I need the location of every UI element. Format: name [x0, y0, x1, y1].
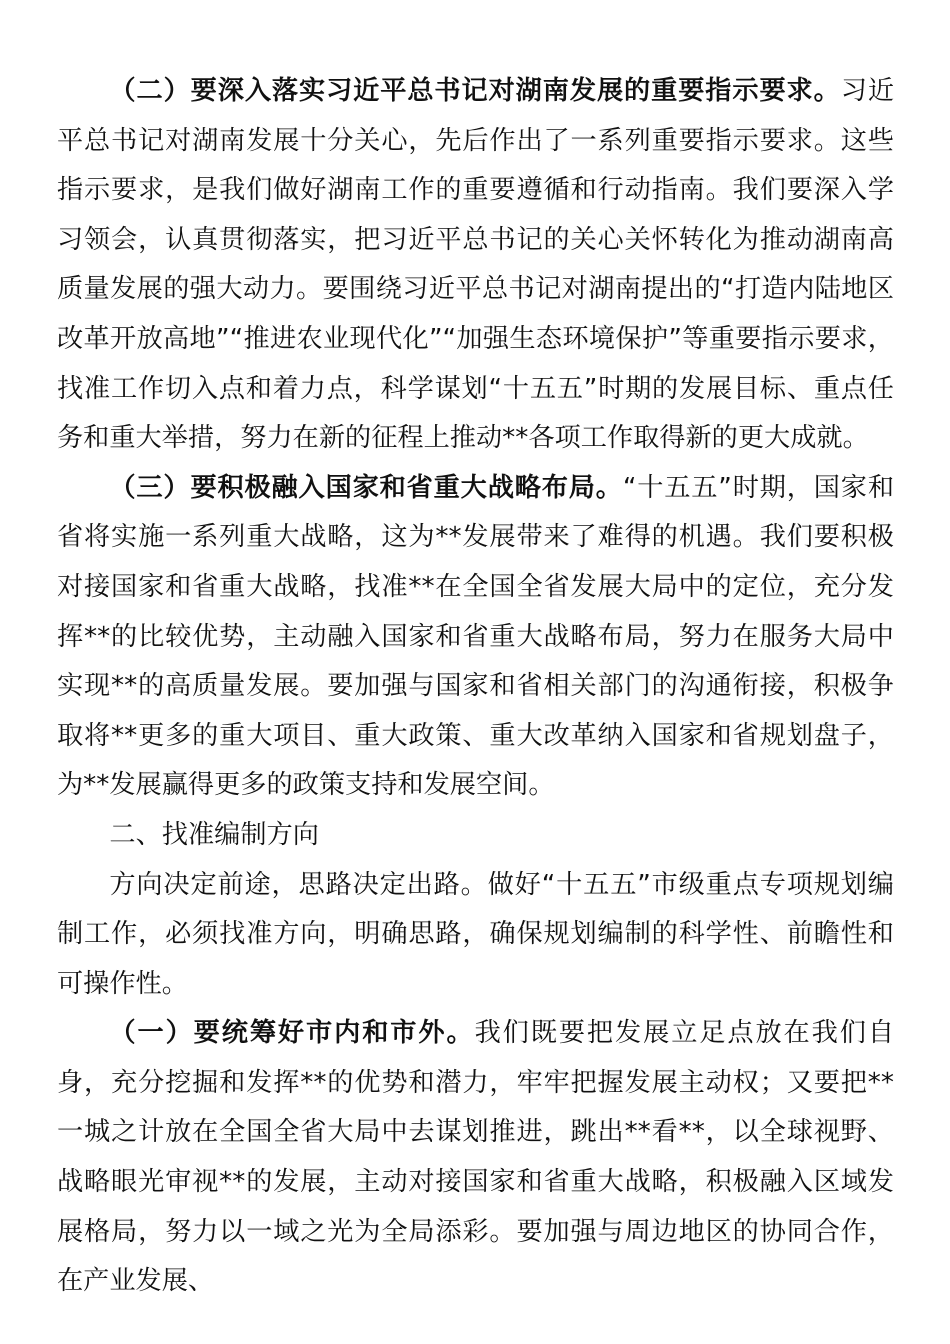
paragraph-lead: （一）要统筹好市内和市外。 — [109, 1018, 475, 1049]
paragraph-body: 习近平总书记对湖南发展十分关心，先后作出了一系列重要指示要求。这些指示要求，是我们做好湖南工作的重要遵循和行动指南。我们要深入学习领会，认真贯彻落实，把习近平总书记的关心关怀转化为推动湖南高质量发展的强大动力。要围绕习近平总书记对湖南提出的“打造内陆地区改革开放高地”“推进农业现代化”“加强生态环境保护”等重要指示要求，找准工作切入点和着力点，科学谋划“十五五”时期的发展目标、重点任务和重大举措，努力在新的征程上推动**各项工作取得新的更大成就。 — [57, 76, 895, 454]
paragraph-body: “十五五”时期，国家和省将实施一系列重大战略，这为**发展带来了难得的机遇。我们要积极对接国家和省重大战略，找准**在全国全省发展大局中的定位，充分发挥**的比较优势，主动融入国家和省重大战略布局，努力在服务大局中实现**的高质量发展。要加强与国家和省相关部门的沟通衔接，积极争取将**更多的重大项目、重大政策、重大改革纳入国家和省规划盘子，为**发展赢得更多的政策支持和发展空间。 — [57, 472, 894, 801]
paragraph-lead: （二）要深入落实习近平总书记对湖南发展的重要指示要求。 — [109, 76, 841, 106]
paragraph-body: 方向决定前途，思路决定出路。做好“十五五”市级重点专项规划编制工作，必须找准方向，明确思路，确保规划编制的科学性、前瞻性和可操作性。 — [57, 869, 894, 999]
paragraph-direction — [57, 861, 894, 1010]
paragraph-instruction-requirements — [57, 67, 894, 464]
paragraph-body: 我们既要把发展立足点放在我们自身，充分挖掘和发挥**的优势和潜力，牢牢把握发展主动权；又要把**一城之计放在全国全省大局中去谋划推进，跳出**看**，以全球视野、战略眼光审视**的发展，主动对接国家和省重大战略，积极融入区域发展格局，努力以一域之光为全局添彩。要加强与周边地区的协同合作，在产业发展、 — [57, 1018, 895, 1297]
paragraph-lead: （三）要积极融入国家和省重大战略布局。 — [109, 472, 623, 503]
paragraph-inside-outside — [57, 1009, 894, 1307]
document-page — [57, 67, 894, 1307]
paragraph-strategy-integration — [57, 464, 894, 811]
section-heading: 二、找准编制方向 — [109, 819, 319, 850]
